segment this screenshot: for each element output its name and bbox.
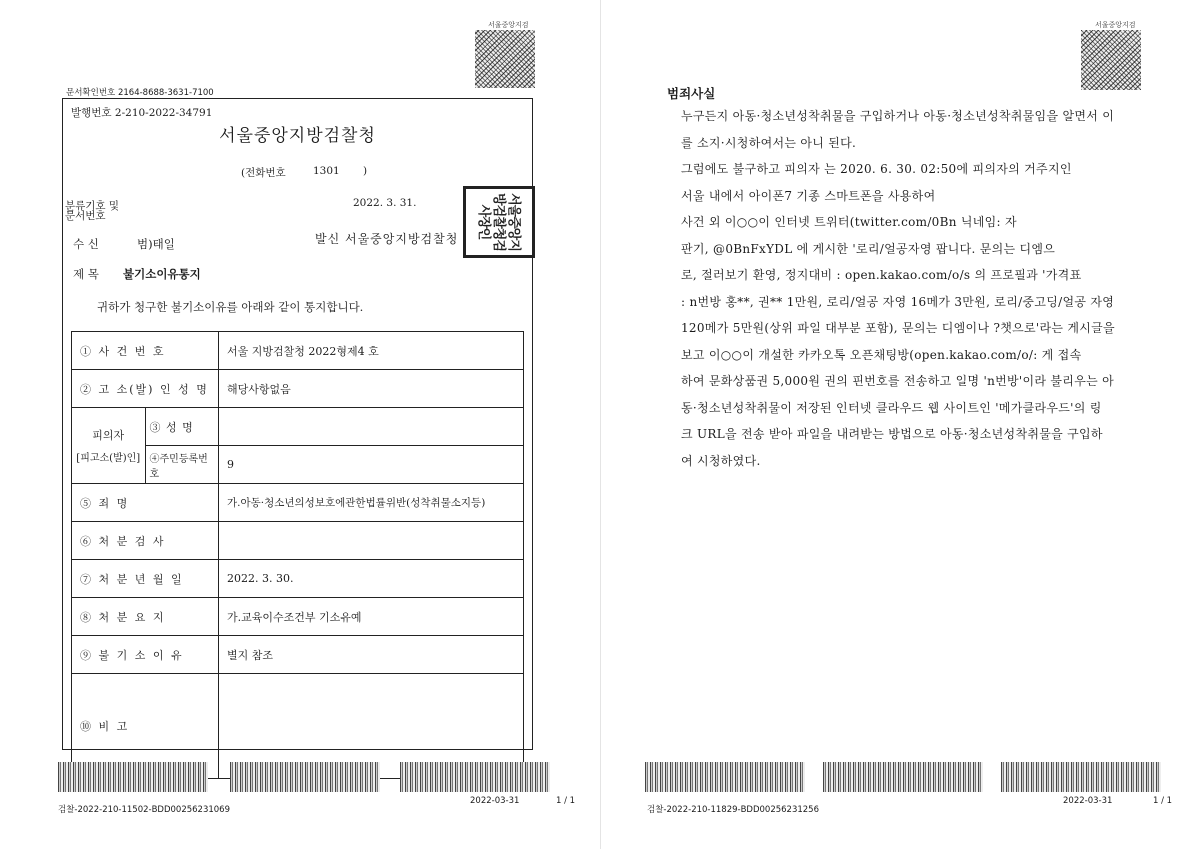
body-line: 그럼에도 불구하고 피의자 는 2020. 6. 30. 02:50에 피의자의 거주지인	[681, 162, 1072, 176]
suspect-group-sub: [피고소(발)인]	[76, 453, 141, 464]
crime-facts-body	[681, 103, 1151, 474]
phone-close: )	[363, 165, 368, 177]
subject-value: 불기소이유통지	[123, 267, 201, 281]
barcode-icon	[400, 762, 550, 792]
issue-number: 발행번호 2-210-2022-34791	[71, 107, 213, 119]
class-label-1: 분류기호 및	[65, 200, 120, 212]
table-row	[72, 370, 524, 408]
body-line: 하여 문화상품권 5,000원 권의 핀번호를 전송하고 일명 'n번방'이라 불리우는 아	[681, 374, 1114, 388]
barcode-icon	[823, 762, 983, 792]
body-line: 크 URL을 전송 받아 파일을 내려받는 방법으로 아동·청소년성착취물을 구입하	[681, 427, 1103, 441]
issue-date: 2022. 3. 31.	[353, 197, 417, 209]
official-seal-icon: 서울중앙지방검찰청검사장인	[463, 186, 535, 258]
body-line: 판기, @0BnFxYDL 에 게시한 '로리/얼공자영 팝니다. 문의는 디엠으	[681, 241, 1056, 256]
body-line: : n번방 홍**, 권** 1만원, 로리/얼공 자영 16메가 3만원, 로리/중고딩/얼공 자영	[681, 294, 1115, 309]
notice-frame	[62, 98, 533, 750]
suspect-group-cell	[72, 408, 146, 484]
disposition-summary-value: 가.교육이수조건부 기소유예	[219, 598, 524, 636]
offense-value: 가.아동·청소년의성보호에관한법률위반(성착취물소지등)	[219, 484, 524, 522]
body-line: 를 소지·시청하여서는 아니 된다.	[681, 135, 857, 150]
notice-table	[71, 331, 524, 779]
case-number-value: 서울 지방검찰청 2022형제4 호	[219, 332, 524, 370]
table-row	[72, 332, 524, 370]
footer-page: 1 / 1	[556, 796, 576, 806]
body-line: 120메가 5만원(상위 파일 대부분 포함), 문의는 디엠이나 ?챗으로'라는 게시글을	[681, 321, 1115, 335]
doc-confirm-number: 문서확인번호 2164-8688-3631-7100	[66, 88, 214, 98]
recipient-value: 범)태일	[137, 237, 175, 251]
footer-doc-id: 검찰-2022-210-11829-BDD00256231256	[647, 805, 819, 815]
disposition-date-label: ⑦ 처 분 년 월 일	[72, 560, 219, 598]
complainant-value: 해당사항없음	[219, 370, 524, 408]
footer-page: 1 / 1	[1153, 796, 1173, 806]
footer-date: 2022-03-31	[470, 796, 520, 806]
remarks-label: ⑩ 비 고	[72, 674, 219, 779]
table-row	[72, 598, 524, 636]
body-line: 로, 절러보기 환영, 정지대비 : open.kakao.com/o/s 의 프로필과 '가격표	[681, 268, 1082, 282]
recipient-label: 수 신	[73, 237, 99, 251]
top-stamp-label: 서울중앙지검	[488, 21, 529, 29]
right-document-page	[600, 0, 1200, 849]
class-label-2: 문서번호	[65, 210, 106, 222]
barcode-icon	[58, 762, 208, 792]
table-row	[72, 560, 524, 598]
disposition-summary-label: ⑧ 처 분 요 지	[72, 598, 219, 636]
non-indictment-reason-label: ⑨ 불 기 소 이 유	[72, 636, 219, 674]
body-line: 여 시청하였다.	[681, 453, 761, 468]
offense-label: ⑤ 죄 명	[72, 484, 219, 522]
body-line: 보고 이○○이 개설한 카카오톡 오픈채팅방(open.kakao.com/o/: 게 접속	[681, 347, 1082, 362]
case-number-label: ① 사 건 번 호	[72, 332, 219, 370]
barcode-icon	[645, 762, 805, 792]
suspect-name-label: ③ 성 명	[145, 408, 219, 446]
footer-doc-id: 검찰-2022-210-11502-BDD00256231069	[58, 805, 230, 815]
subject-label: 제 목	[73, 267, 99, 281]
prosecutor-label: ⑥ 처 분 검 사	[72, 522, 219, 560]
barcode-icon	[1001, 762, 1161, 792]
table-row	[72, 484, 524, 522]
suspect-group-label: 피의자	[92, 429, 125, 442]
suspect-name-value	[219, 408, 524, 446]
resident-number-value: 9	[219, 446, 524, 484]
table-row	[72, 522, 524, 560]
phone-ext: 1301	[313, 165, 340, 177]
complainant-label: ② 고 소(발) 인 성 명	[72, 370, 219, 408]
sender: 발신 서울중앙지방검찰청	[315, 232, 459, 246]
resident-number-label: ④주민등록번호	[145, 446, 219, 484]
top-stamp-label: 서울중앙지검	[1095, 21, 1136, 29]
body-line: 동·청소년성착취물이 저장된 인터넷 클라우드 웹 사이트인 '메가클라우드'의 링	[681, 400, 1102, 415]
barcode-icon	[230, 762, 380, 792]
table-row	[72, 408, 524, 446]
phone-label: (전화번호	[241, 167, 286, 179]
qr-code-icon	[1081, 30, 1141, 90]
table-row	[72, 636, 524, 674]
qr-code-icon	[475, 30, 535, 88]
body-line: 서울 내에서 아이폰7 기종 스마트폰을 사용하여	[681, 188, 936, 203]
office-title: 서울중앙지방검찰청	[219, 126, 376, 146]
disposition-date-value: 2022. 3. 30.	[219, 560, 524, 598]
body-line: 사건 외 이○○이 인터넷 트위터(twitter.com/0Bn 닉네임: 자	[681, 215, 1017, 229]
section-heading: 범죄사실	[667, 86, 716, 101]
non-indictment-reason-value: 별지 참조	[219, 636, 524, 674]
body-line: 누구든지 아동·청소년성착취물을 구입하거나 아동·청소년성착취물임을 알면서 이	[681, 109, 1115, 123]
prosecutor-value	[219, 522, 524, 560]
intro-text: 귀하가 청구한 불기소이유를 아래와 같이 통지합니다.	[97, 300, 364, 314]
footer-date: 2022-03-31	[1063, 796, 1113, 806]
